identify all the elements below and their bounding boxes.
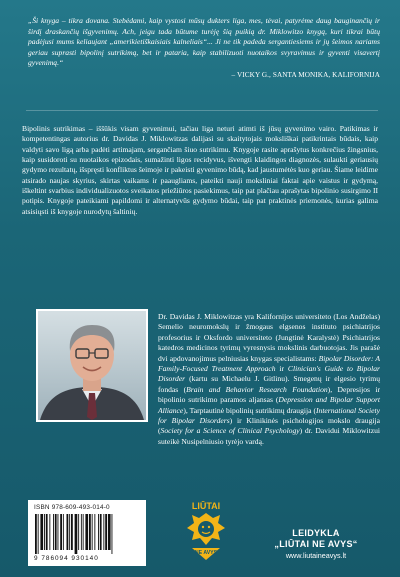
publisher-logo — [180, 500, 232, 564]
barcode-digits: 9 786094 930140 — [34, 555, 99, 562]
barcode-bar — [38, 514, 39, 554]
barcode-bar — [55, 514, 57, 550]
logo-bottom-text: NE AVYS — [194, 550, 218, 556]
quote-text: „Ši knyga – tikra dovana. Stebėdami, kaip vystosi mūsų dukters liga, mes, tėvai, patyrėme daug bauginančių ir širdį draskančių išgyvenimų. Ach, jeigu tada būtume turėję šią puikią dr. Miklowitzo knygą, kuri tikrai būtų padėjusi mums keliaujant „amerikietiškaisiais kalneliais“... Ji ne tik padeda sergantiesiems ir jų šeimos nariams geriau suprasti bipolinį sutrikimą, bet ir pataria, kaip stabilizuoti nuotaikos svyravimus ir gyventi visavertį gyvenimą.“ — [28, 16, 380, 68]
publisher-label: LEIDYKLA — [292, 528, 340, 538]
barcode-bar — [40, 514, 43, 550]
bio-text: ir — [275, 364, 288, 374]
isbn-barcode — [28, 500, 146, 566]
barcode-bar — [108, 514, 111, 550]
publisher-url[interactable]: www.liutaineavys.lt — [285, 551, 347, 560]
barcode-bar — [44, 514, 45, 550]
bio-org-name: Brain and Behavior Research Foundation — [186, 384, 328, 394]
barcode-bar — [98, 514, 99, 550]
barcode-bar — [49, 514, 50, 550]
barcode-bar — [35, 514, 37, 554]
bio-book-title: Clinician's Guide to Bipolar Disorder — [158, 364, 381, 384]
barcode-bar — [103, 514, 104, 550]
bio-org-name: Society for a Science of Clinical Psychology — [160, 426, 300, 436]
barcode-bar — [100, 514, 102, 550]
divider — [26, 110, 378, 111]
barcode-bar — [53, 514, 54, 550]
back-cover-quote — [28, 16, 380, 81]
bio-text: Dr. Davidas J. Miklowitzas yra Kalifornijos universiteto (Los Andželas) Semelio neuromokslų ir žmogaus elgsenos instituto psichiatrijos profesorius ir Oksfordo universiteto (Jungtinė Karalystė) Psichiatrijos katedros medicinos tyrimų vyresnysis mokslinis darbuotojas. Jis parašė dvi apdovanojimus pelniusias knygas specialistams: — [158, 312, 380, 363]
barcode-bar — [89, 514, 91, 550]
bio-org-name: International Society for Bipolar Disorders — [158, 405, 380, 426]
bio-text: (kartu su Michaelu J. Gitlinu). Smegenų ir elgesio tyrimų fondas ( — [158, 374, 380, 394]
barcode-bar — [71, 514, 73, 550]
bio-org-name: Depression and Bipolar Support Alliance — [158, 395, 381, 415]
bio-text: ) dr. Davidui Miklowitzui suteikė Nusipelniusio tyrėjo vardą. — [158, 426, 380, 446]
barcode-bar — [85, 514, 88, 550]
bio-text: ), Depresijos ir bipolinio sutrikimo paramos aljansas ( — [158, 384, 380, 405]
logo-top-text: LIŪTAI — [191, 501, 221, 511]
barcode-bar — [46, 514, 48, 550]
barcode-bar — [83, 514, 84, 550]
barcode-bar — [105, 514, 107, 550]
barcode-bar — [63, 514, 64, 550]
bio-text: ), Tarptautinė bipolinių sutrikimų draugija ( — [183, 405, 316, 415]
isbn-number: ISBN 978-609-493-014-0 — [34, 504, 110, 511]
barcode-bar — [60, 514, 62, 550]
author-portrait-icon — [38, 311, 146, 420]
barcode-bar — [78, 514, 79, 550]
barcode-bar — [92, 514, 93, 550]
author-photo — [36, 309, 148, 422]
quote-attribution: – VICKY G., SANTA MONIKA, KALIFORNIJA — [231, 70, 380, 79]
author-bio — [158, 312, 380, 447]
barcode-bar — [112, 514, 113, 554]
lion-emblem-icon — [180, 500, 232, 564]
barcode-bar — [94, 514, 95, 550]
publisher-name: „LIŪTAI NE AVYS“ — [274, 539, 358, 549]
barcode-icon — [34, 514, 140, 554]
bio-text: ) ir Klinikinės psichologijos mokslo draugija ( — [158, 416, 380, 436]
barcode-bar — [81, 514, 82, 550]
barcode-bar — [75, 514, 78, 554]
barcode-bar — [69, 514, 70, 550]
barcode-bar — [67, 514, 69, 550]
book-description: Bipolinis sutrikimas – iššūkis visam gyvenimui, tačiau liga neturi atimti iš jūsų gyvenimo vairo. Patikimas ir kompetentingas autorius dr. Davidas J. Miklowitzas dalijasi su skaitytojais moksliškai patikrintais būdais, kaip valdyti savo ligą arba padėti artimajam, sergančiam šiuo sutrikimu. Knygoje rasite aprašytus konkrečius žingsnius, kaip susidoroti su nuotaikos epizodais, sumažinti ligos recidyvus, išvengti klaidingos diagnozės, sulaukti geriausių gydymo rezultatų, išspręsti konfliktus šeimoje ir pakeisti gyvenimo būdą, kad jaustumėtės kuo geriau. Šiame leidime atsirado naujas skyrius, skirtas vaikams ir paaugliams, pateikti nauji moksliniai faktai apie vaistus ir gydymą, iškeltint svarbius individualizuotos sveikatos priežiūros pasiekimus, taip pat plačiau aprašytas bipolinio susirgimo II potipis. Knygoje pateikiami papildomi ir alternatyvūs gydymo būdai, taip pat praktinės priemonės, kurias galima atsisiųsti iš knygoje nurodytų šaltinių. — [22, 124, 378, 216]
barcode-bar — [58, 514, 59, 550]
bio-book-title: Bipolar Disorder: A Family-Focused Treatment Approach — [158, 353, 380, 374]
publisher-info — [246, 528, 386, 560]
